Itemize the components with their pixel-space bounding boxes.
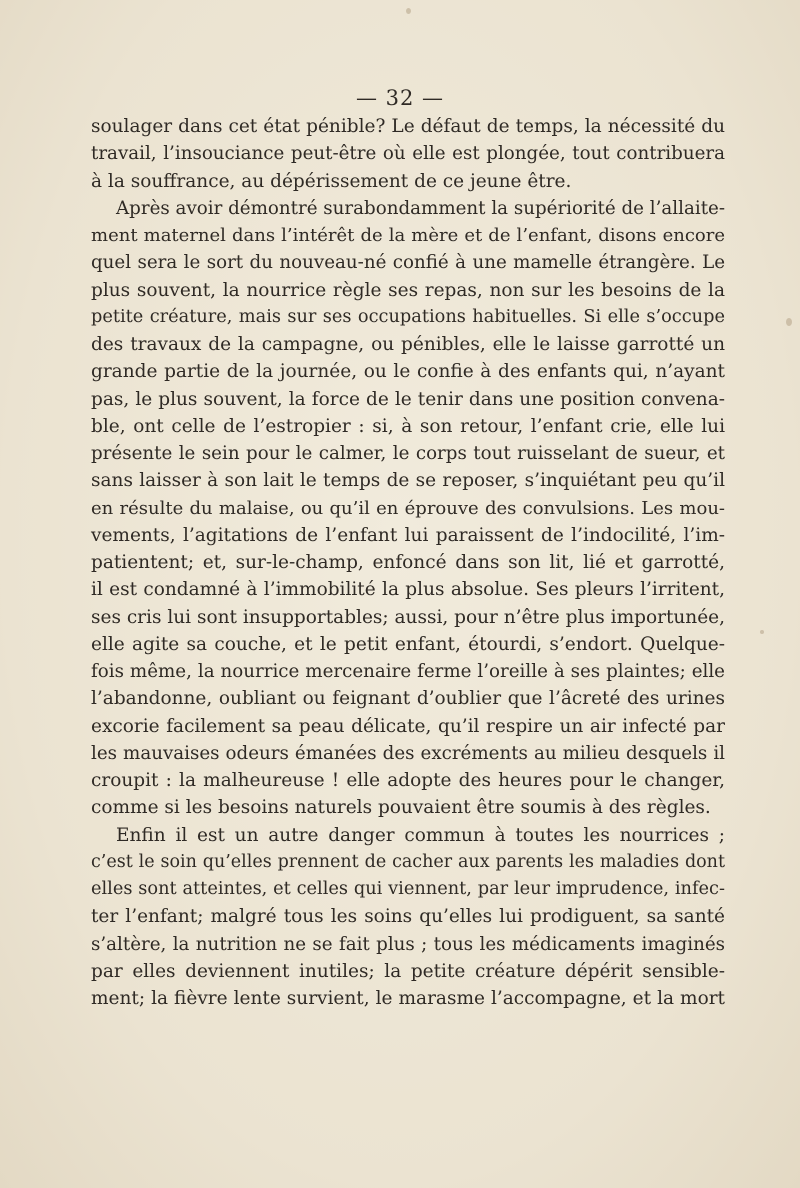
text-line: c’est le soin qu’elles prennent de cacher aux parents les maladies dont [91,851,725,872]
foxing-spot [786,318,792,326]
text-line: fois même, la nourrice mercenaire ferme l’oreille à ses plaintes; elle [91,661,725,682]
text-line: ment; la fièvre lente survient, le marasme l’accompagne, et la mort [91,988,725,1009]
text-line: travail, l’insouciance peut-être où elle est plongée, tout contribuera [91,143,725,165]
text-line: patientent; et, sur-le-champ, enfoncé dans son lit, lié et garrotté, [91,552,725,573]
text-line: ses cris lui sont insupportables; aussi, pour n’être plus importunée, [91,606,725,628]
text-line: en résulte du malaise, ou qu’il en éprouve des convulsions. Les mou- [91,497,725,519]
text-line: l’abandonne, oubliant ou feignant d’oublier que l’âcreté des urines [91,688,725,710]
page-number: — 32 — [355,86,445,110]
text-line: sans laisser à son lait le temps de se reposer, s’inquiétant peu qu’il [91,470,725,492]
text-line: des travaux de la campagne, ou pénibles, elle le laisse garrotté un [91,334,725,355]
text-line: Après avoir démontré surabondamment la supériorité de l’allaite- [116,197,725,219]
text-line: présente le sein pour le calmer, le corps tout ruisselant de sueur, et [91,443,725,464]
text-line: vements, l’agitations de l’enfant lui paraissent de l’indocilité, l’im- [91,524,725,546]
foxing-spot [406,8,411,14]
text-line: quel sera le sort du nouveau-né confié à une mamelle étrangère. Le [91,252,725,274]
text-line: elles sont atteintes, et celles qui viennent, par leur imprudence, infec- [91,879,725,899]
text-line: soulager dans cet état pénible? Le défaut de temps, la nécessité du [91,116,725,137]
text-line: croupit : la malheureuse ! elle adopte des heures pour le changer, [91,770,725,791]
text-line: petite créature, mais sur ses occupations habituelles. Si elle s’occupe [91,306,725,327]
text-line: elle agite sa couche, et le petit enfant, étourdi, s’endort. Quelque- [91,633,725,655]
text-line: il est condamné à l’immobilité la plus absolue. Ses pleurs l’irritent, [91,579,725,601]
text-line: Enfin il est un autre danger commun à toutes les nourrices ; [116,824,725,846]
text-line: grande partie de la journée, ou le confie à des enfants qui, n’ayant [91,361,725,383]
text-line: plus souvent, la nourrice règle ses repas, non sur les besoins de la [91,279,725,301]
foxing-spot [760,630,764,634]
text-line: ble, ont celle de l’estropier : si, à son retour, l’enfant crie, elle lui [91,415,725,437]
text-line: comme si les besoins naturels pouvaient être soumis à des règles. [91,797,711,819]
text-line: pas, le plus souvent, la force de le tenir dans une position convena- [91,388,725,410]
text-line: ter l’enfant; malgré tous les soins qu’elles lui prodiguent, sa santé [91,906,725,928]
text-line: ment maternel dans l’intérêt de la mère et de l’enfant, disons encore [91,225,725,246]
text-line: excorie facilement sa peau délicate, qu’il respire un air infecté par [91,715,725,737]
text-line: à la souffrance, au dépérissement de ce jeune être. [91,170,572,192]
text-line: par elles deviennent inutiles; la petite créature dépérit sensible- [91,960,725,982]
text-line: s’altère, la nutrition ne se fait plus ; tous les médicaments imaginés [91,933,725,955]
text-line: les mauvaises odeurs émanées des excréments au milieu desquels il [91,742,725,764]
body-text [91,113,725,1012]
